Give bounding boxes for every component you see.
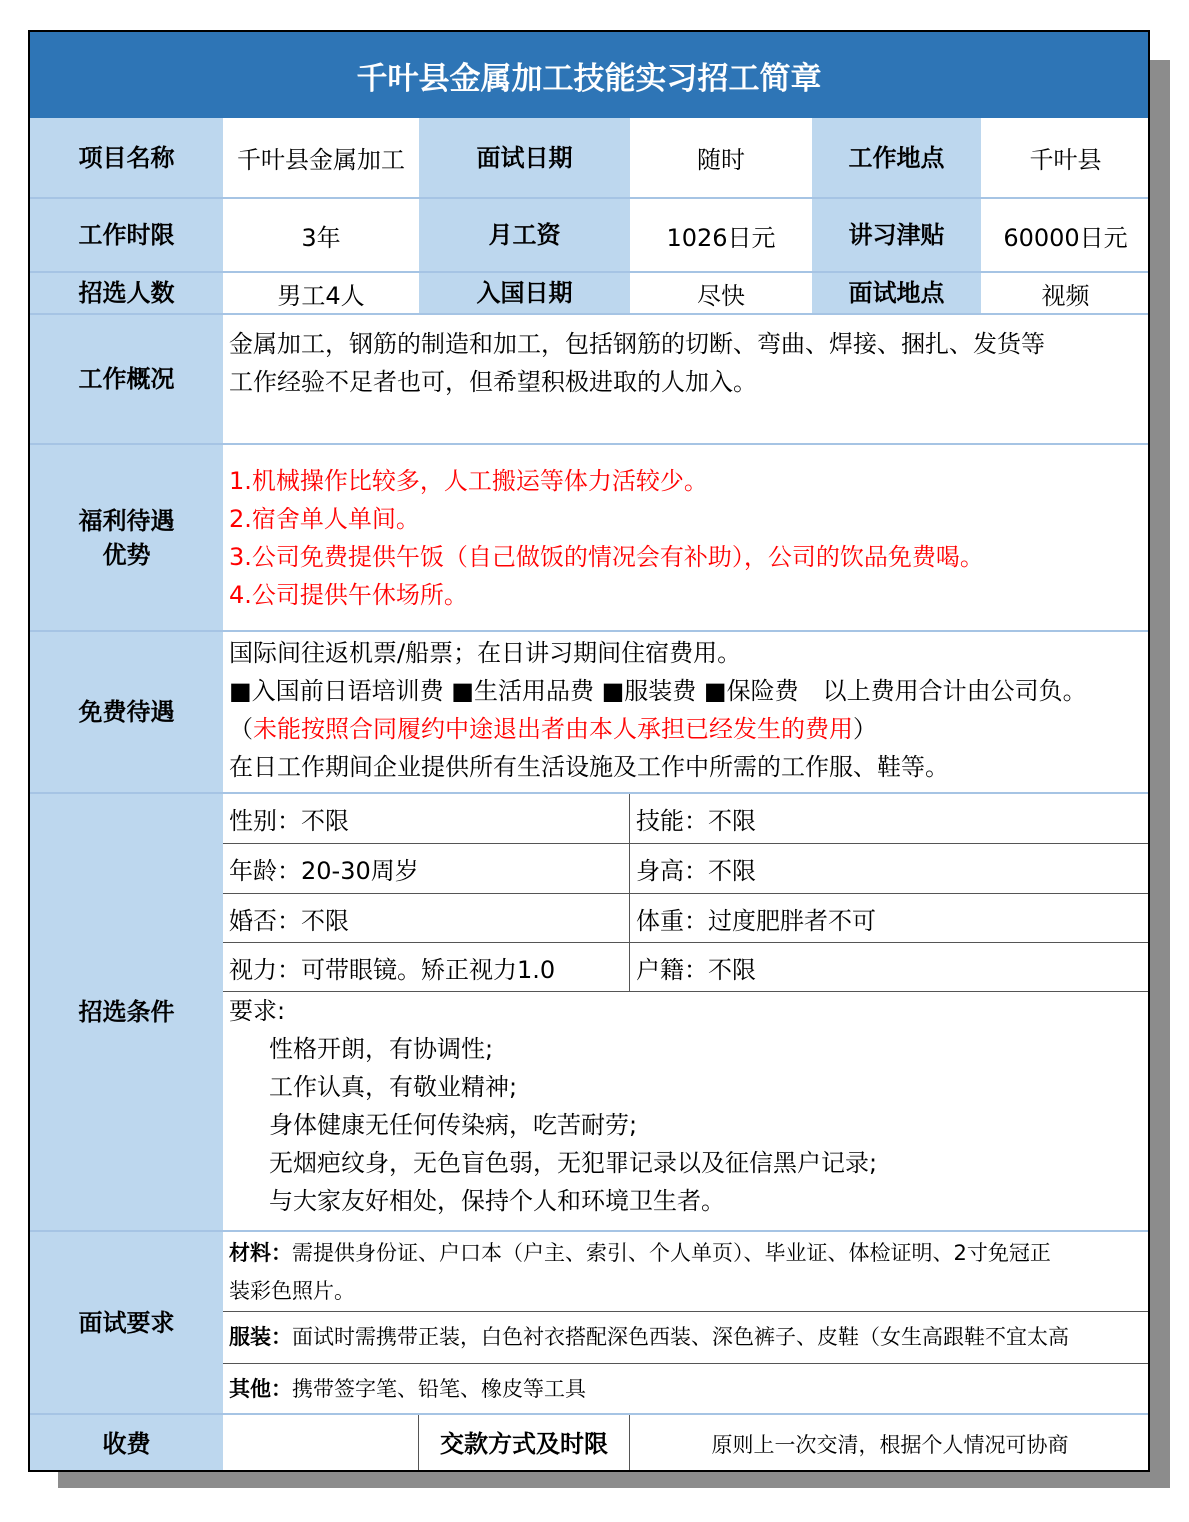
work-term-label: 工作时限 bbox=[30, 199, 223, 273]
free-line-2: ■入国前日语培训费 ■生活用品费 ■服装费 ■保险费 以上费用合计由公司负。 bbox=[229, 677, 1087, 705]
free-line-3-close: ） bbox=[853, 715, 877, 743]
other-label: 其他： bbox=[229, 1377, 292, 1401]
benefits-text bbox=[223, 445, 1150, 632]
benefits-label-line-2: 优势 bbox=[102, 540, 151, 569]
benefit-item: 2.宿舍单人单间。 bbox=[229, 505, 420, 533]
benefits-label-line-1: 福利待遇 bbox=[78, 506, 175, 535]
interview-label: 面试要求 bbox=[30, 1232, 223, 1415]
interview-date-label: 面试日期 bbox=[419, 118, 630, 199]
clothing-text: 面试时需携带正装，白色衬衣搭配深色西装、深色裤子、皮鞋（女生高跟鞋不宜太高 bbox=[292, 1325, 1069, 1349]
headcount-label: 招选人数 bbox=[30, 273, 223, 315]
condition-weight: 体重：过度肥胖者不可 bbox=[630, 894, 1150, 943]
interview-place-label: 面试地点 bbox=[812, 273, 981, 315]
free-line-4: 在日工作期间企业提供所有生活设施及工作中所需的工作服、鞋等。 bbox=[229, 753, 949, 781]
overview-label: 工作概况 bbox=[30, 315, 223, 445]
free-line-3-open: （ bbox=[229, 715, 253, 743]
interview-clothing bbox=[223, 1312, 1150, 1364]
condition-age: 年龄：20-30周岁 bbox=[223, 844, 630, 894]
payment-method-value: 原则上一次交清，根据个人情况可协商 bbox=[630, 1415, 1150, 1472]
requirement-item: 工作认真，有敬业精神; bbox=[269, 1073, 518, 1101]
overview-line-2: 工作经验不足者也可，但希望积极进取的人加入。 bbox=[229, 368, 757, 396]
benefit-item: 4.公司提供午休场所。 bbox=[229, 581, 468, 609]
free-line-3 bbox=[229, 710, 1150, 748]
requirement-item: 身体健康无任何传染病，吃苦耐劳; bbox=[269, 1111, 638, 1139]
overview-text bbox=[223, 315, 1150, 445]
monthly-salary-value: 1026日元 bbox=[630, 199, 812, 273]
benefit-item: 3.公司免费提供午饭（自己做饭的情况会有补助），公司的饮品免费喝。 bbox=[229, 543, 984, 571]
project-name-label: 项目名称 bbox=[30, 118, 223, 199]
training-allowance-value: 60000日元 bbox=[981, 199, 1150, 273]
requirement-item: 与大家友好相处，保持个人和环境卫生者。 bbox=[269, 1187, 725, 1215]
payment-method-label: 交款方式及时限 bbox=[419, 1415, 630, 1472]
free-label: 免费待遇 bbox=[30, 632, 223, 794]
sheet-title: 千叶县金属加工技能实习招工简章 bbox=[30, 32, 1148, 118]
interview-place-value: 视频 bbox=[981, 273, 1150, 315]
work-location-value: 千叶县 bbox=[981, 118, 1150, 199]
interview-materials bbox=[223, 1232, 1150, 1312]
free-line-3-warning: 未能按照合同履约中途退出者由本人承担已经发生的费用 bbox=[253, 715, 853, 743]
monthly-salary-label: 月工资 bbox=[419, 199, 630, 273]
requirement-item: 无烟疤纹身，无色盲色弱，无犯罪记录以及征信黑户记录; bbox=[269, 1149, 878, 1177]
free-line-1: 国际间往返机票/船票；在日讲习期间住宿费用。 bbox=[229, 639, 742, 667]
work-term-value: 3年 bbox=[223, 199, 419, 273]
work-location-label: 工作地点 bbox=[812, 118, 981, 199]
fee-label: 收费 bbox=[30, 1415, 223, 1472]
other-text: 携带签字笔、铅笔、橡皮等工具 bbox=[292, 1377, 586, 1401]
materials-text-2: 装彩色照片。 bbox=[229, 1279, 355, 1303]
recruitment-sheet bbox=[28, 30, 1150, 1472]
entry-date-label: 入国日期 bbox=[419, 273, 630, 315]
condition-height: 身高：不限 bbox=[630, 844, 1150, 894]
interview-date-value: 随时 bbox=[630, 118, 812, 199]
condition-marital: 婚否：不限 bbox=[223, 894, 630, 943]
interview-other bbox=[223, 1364, 1150, 1415]
overview-line-1: 金属加工，钢筋的制造和加工，包括钢筋的切断、弯曲、焊接、捆扎、发货等 bbox=[229, 330, 1045, 358]
free-text bbox=[223, 632, 1150, 794]
headcount-value: 男工4人 bbox=[223, 273, 419, 315]
requirement-item: 性格开朗，有协调性; bbox=[269, 1035, 494, 1063]
materials-text-1: 需提供身份证、户口本（户主、索引、个人单页）、毕业证、体检证明、2寸免冠正 bbox=[292, 1241, 1051, 1265]
project-name-value: 千叶县金属加工 bbox=[223, 118, 419, 199]
benefit-item: 1.机械操作比较多，人工搬运等体力活较少。 bbox=[229, 467, 708, 495]
benefits-label bbox=[30, 445, 223, 632]
entry-date-value: 尽快 bbox=[630, 273, 812, 315]
fee-value bbox=[223, 1415, 419, 1472]
condition-vision: 视力：可带眼镜。矫正视力1.0 bbox=[223, 943, 630, 992]
materials-label: 材料： bbox=[229, 1241, 292, 1265]
condition-skill: 技能：不限 bbox=[630, 794, 1150, 844]
clothing-label: 服装： bbox=[229, 1325, 292, 1349]
conditions-label: 招选条件 bbox=[30, 794, 223, 1232]
training-allowance-label: 讲习津贴 bbox=[812, 199, 981, 273]
requirements-block bbox=[223, 992, 1150, 1232]
requirements-title: 要求: bbox=[229, 997, 286, 1025]
condition-household: 户籍：不限 bbox=[630, 943, 1150, 992]
condition-gender: 性别：不限 bbox=[223, 794, 630, 844]
